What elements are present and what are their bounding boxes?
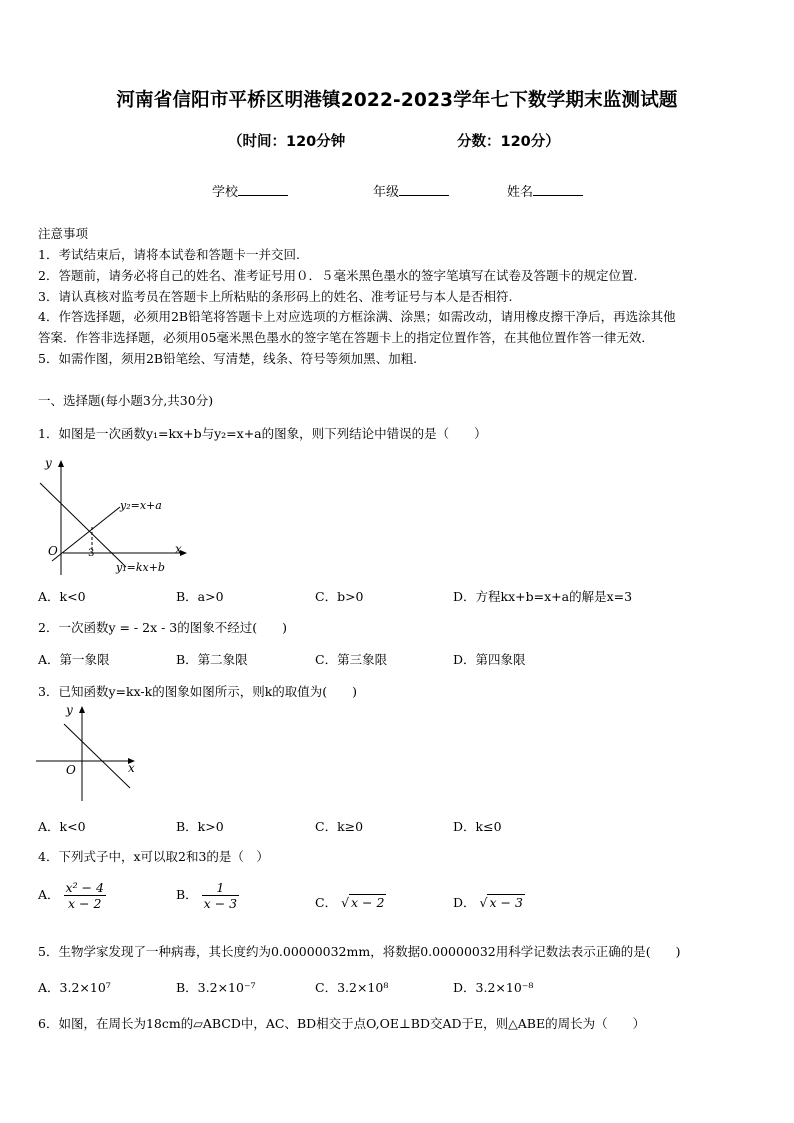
q1-option-b: B．a>0 xyxy=(176,589,224,604)
q5-option-b: B．3.2×10⁻⁷ xyxy=(176,980,256,995)
q4-d-sqrt: √ x − 3 xyxy=(479,895,523,910)
q5-option-d: D．3.2×10⁻⁸ xyxy=(453,980,534,995)
name-label: 姓名 xyxy=(507,185,534,200)
q4-c-radicand: x − 2 xyxy=(351,895,385,910)
q4-b-fraction xyxy=(202,880,239,911)
q1-line1-label: y₁=kx+b xyxy=(116,561,165,574)
q1-tick-label: 3 xyxy=(88,548,95,559)
q4-a-denominator: x − 2 xyxy=(68,896,102,911)
q3-line xyxy=(64,724,130,788)
q3-graph xyxy=(32,700,142,805)
q5-text: 5．生物学家发现了一种病毒，其长度约为0.00000032mm，将数据0.00000032用科学记数法表示正确的是( ) xyxy=(38,944,681,959)
q2-option-b: B．第二象限 xyxy=(176,652,248,667)
school-blank xyxy=(238,183,288,196)
q4-option-d xyxy=(453,893,525,911)
q5-option-a: A．3.2×10⁷ xyxy=(38,980,111,995)
q4-d-label: D． xyxy=(453,895,476,910)
q4-c-label: C． xyxy=(315,895,338,910)
q1-x-label: x xyxy=(175,542,182,556)
q1-y-label: y xyxy=(45,456,52,470)
q5-option-c: C．3.2×10⁸ xyxy=(315,980,389,995)
q6-text: 6．如图，在周长为18cm的▱ABCD中，AC、BD相交于点O,OE⊥BD交AD于E，则△ABE的周长为（ ） xyxy=(38,1016,646,1031)
q3-origin-label: O xyxy=(66,763,76,777)
q3-text: 3．已知函数y=kx-k的图象如图所示，则k的取值为( ) xyxy=(38,684,358,699)
q1-option-d: D．方程kx+b=x+a的解是x=3 xyxy=(453,589,633,604)
q1-option-c: C．b>0 xyxy=(315,589,364,604)
time-label: （时间：120分钟 xyxy=(228,134,346,150)
q3-option-d: D．k≤0 xyxy=(453,819,502,834)
q3-option-a: A．k<0 xyxy=(38,819,86,834)
q4-a-numerator: x² − 4 xyxy=(65,880,104,895)
q3-option-c: C．k≥0 xyxy=(315,819,364,834)
q3-option-b: B．k>0 xyxy=(176,819,224,834)
name-field xyxy=(507,181,583,200)
q4-a-fraction xyxy=(64,880,106,911)
grade-blank xyxy=(399,183,449,196)
q1-graph xyxy=(30,453,200,578)
notes-heading: 注意事项 xyxy=(38,226,89,241)
q4-d-radicand: x − 3 xyxy=(489,895,523,910)
q4-option-c xyxy=(315,893,386,911)
q4-a-label: A． xyxy=(38,887,60,902)
q4-b-numerator: 1 xyxy=(202,880,239,896)
school-label: 学校 xyxy=(212,185,239,200)
q3-y-arrow xyxy=(79,706,85,713)
q3-y-label: y xyxy=(66,703,73,717)
note-item: 答案．作答非选择题，必须用05毫米黑色墨水的签字笔在答题卡上的指定位置作答，在其他位置作答一律无效． xyxy=(38,330,654,345)
q2-option-c: C．第三象限 xyxy=(315,652,388,667)
q1-option-a: A．k<0 xyxy=(38,589,86,604)
score-label: 分数：120分） xyxy=(457,134,560,150)
q4-option-b xyxy=(176,880,239,911)
q4-c-sqrt: √ x − 2 xyxy=(341,895,385,910)
q1-origin-label: O xyxy=(48,544,58,558)
note-item: 1．考试结束后，请将本试卷和答题卡一并交回. xyxy=(38,247,300,262)
q2-text: 2．一次函数y = - 2x - 3的图象不经过( ) xyxy=(38,620,288,635)
note-item: 2．答题前，请务必将自己的姓名、准考证号用０．５毫米黑色墨水的签字笔填写在试卷及答题卡的规定位置. xyxy=(38,268,638,283)
grade-label: 年级 xyxy=(373,185,400,200)
school-field xyxy=(212,181,288,200)
name-blank xyxy=(533,183,583,196)
q4-option-a xyxy=(38,880,106,911)
q1-text: 1．如图是一次函数y₁=kx+b与y₂=x+a的图象，则下列结论中错误的是（ ） xyxy=(38,426,487,441)
q4-b-label: B． xyxy=(176,887,198,902)
section-heading: 一、选择题(每小题3分,共30分) xyxy=(38,393,214,408)
page-title: 河南省信阳市平桥区明港镇2022-2023学年七下数学期末监测试题 xyxy=(116,90,678,111)
note-item: 5．如需作图，须用2B铅笔绘、写清楚，线条、符号等须加黑、加粗. xyxy=(38,351,418,366)
q2-option-a: A．第一象限 xyxy=(38,652,110,667)
q1-y-arrow xyxy=(58,460,64,467)
q2-option-d: D．第四象限 xyxy=(453,652,526,667)
q1-line2-label: y₂=x+a xyxy=(120,499,162,512)
grade-field xyxy=(373,181,449,200)
q4-text: 4．下列式子中，x可以取2和3的是（ ） xyxy=(38,849,269,864)
note-item: 4．作答选择题，必须用2B铅笔将答题卡上对应选项的方框涂满、涂黑；如需改动，请用橡皮擦干净后，再选涂其他 xyxy=(38,309,676,324)
q3-x-label: x xyxy=(128,761,135,775)
q4-b-denominator: x − 3 xyxy=(203,896,238,911)
note-item: 3．请认真核对监考员在答题卡上所粘贴的条形码上的姓名、准考证号与本人是否相符. xyxy=(38,289,513,304)
